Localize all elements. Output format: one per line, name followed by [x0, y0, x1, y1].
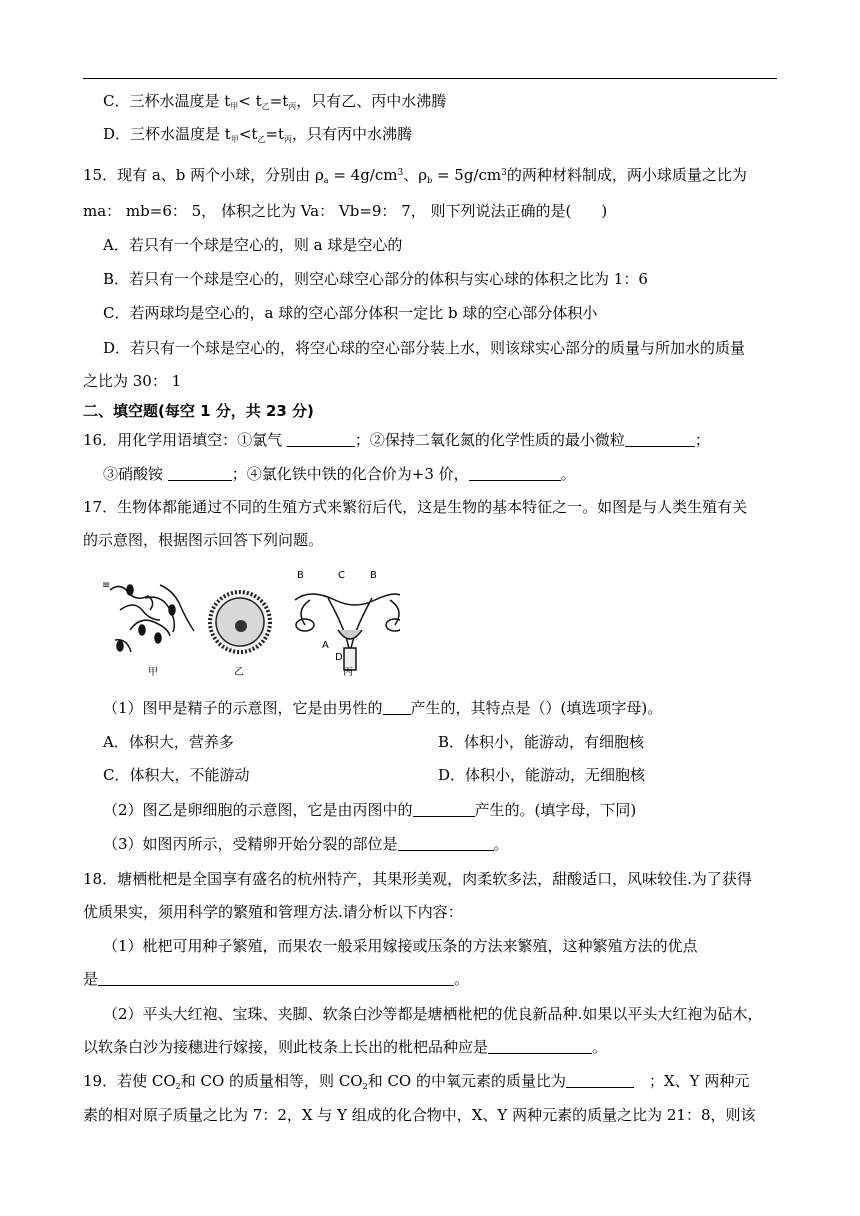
q17-option-d: D．体积小，能游动，无细胞核 — [438, 766, 646, 784]
reproduction-figure — [100, 570, 400, 680]
answer-blank[interactable] — [566, 1073, 634, 1088]
svg-text:A: A — [322, 640, 329, 651]
q15-stem-line2: ma： mb=6： 5， 体积之比为 Va： Vb=9： 7， 则下列说法正确的是( ) — [83, 202, 608, 220]
q18-part2-line1: （2）平头大红袍、宝珠、夹脚、软条白沙等都是塘栖枇杷的优良新品种.如果以平头大红袍为砧木， — [103, 1005, 763, 1023]
q14-option-d: D．三杯水温度是 $t_甲<t_乙=t_丙$，只有丙中水沸腾 — [103, 125, 413, 144]
q18-stem-line1: 18．塘栖枇杷是全国享有盛名的杭州特产，其果形美观，肉柔软多法，甜酸适口，风味较佳.为了获得 — [83, 870, 752, 888]
answer-blank[interactable] — [383, 700, 411, 715]
q15-stem-line1: 15．现有 a、b 两个小球，分别由 $\rho_a = 4g/cm^3$、$\rho_b = 5g/cm^3$的两种材料制成，两小球质量之比为 — [83, 166, 747, 185]
q19-line2: 素的相对原子质量之比为 7：2，X 与 Y 组成的化合物中，X、Y 两种元素的质量之比为 21：8，则该 — [83, 1106, 756, 1124]
q17-option-a: A．体积大，营养多 — [103, 733, 234, 751]
q17-part2: （2）图乙是卵细胞的示意图，它是由丙图中的 产生的。(填字母，下同) — [103, 801, 637, 819]
svg-text:甲: 甲 — [148, 667, 158, 678]
answer-blank[interactable] — [469, 466, 561, 481]
q17-stem-line1: 17．生物体都能通过不同的生殖方式来繁衍后代，这是生物的基本特征之一。如图是与人类生殖有关 — [83, 498, 748, 516]
q17-part1: （1）图甲是精子的示意图，它是由男性的 产生的，其特点是（）(填选项字母)。 — [103, 699, 663, 717]
female-reproductive-icon — [295, 594, 400, 670]
answer-blank[interactable] — [413, 802, 475, 817]
q18-part1-line2: 是 。 — [83, 970, 470, 988]
q18-stem-line2: 优质果实，须用科学的繁殖和管理方法.请分析以下内容： — [83, 903, 463, 921]
answer-blank[interactable] — [98, 971, 454, 986]
q19-line1: 19．若使 $CO_2$和 CO 的质量相等，则 $CO_2$和 CO 的中氧元素的质量比为 ；X、Y 两种元 — [83, 1072, 750, 1091]
svg-text:≡: ≡ — [102, 580, 111, 591]
q15-option-c: C．若两球均是空心的，a 球的空心部分体积一定比 b 球的空心部分体积小 — [103, 304, 598, 322]
q18-part2-line2: 以软条白沙为接穗进行嫁接，则此枝条上长出的枇杷品种应是 。 — [83, 1038, 608, 1056]
svg-text:B: B — [297, 570, 304, 581]
q16-line2: ③硝酸铵 ；④氯化铁中铁的化合价为+3 价， 。 — [103, 465, 576, 483]
q18-part1-line1: （1）枇杷可用种子繁殖，而果农一般采用嫁接或压条的方法来繁殖，这种繁殖方法的优点 — [103, 937, 698, 955]
q15-option-a: A．若只有一个球是空心的，则 a 球是空心的 — [103, 236, 403, 254]
q15-option-b: B．若只有一个球是空心的，则空心球空心部分的体积与实心球的体积之比为 1：6 — [103, 270, 648, 288]
answer-blank[interactable] — [625, 432, 695, 447]
q15-option-d-line2: 之比为 30： 1 — [83, 372, 182, 390]
svg-text:乙: 乙 — [234, 667, 244, 678]
q15-option-d-line1: D．若只有一个球是空心的，将空心球的空心部分装上水，则该球实心部分的质量与所加水的质量 — [103, 339, 746, 357]
answer-blank[interactable] — [287, 432, 355, 447]
egg-cell-icon — [210, 592, 270, 652]
section-heading: 二、填空题(每空 1 分，共 23 分) — [83, 402, 314, 420]
reproduction-diagram — [100, 570, 400, 680]
q17-option-c: C．体积大，不能游动 — [103, 766, 250, 784]
header-rule — [83, 78, 777, 79]
answer-blank[interactable] — [398, 836, 494, 851]
q17-option-b: B．体积小，能游动，有细胞核 — [438, 733, 645, 751]
svg-text:丙: 丙 — [343, 667, 353, 678]
q17-stem-line2: 的示意图，根据图示回答下列问题。 — [83, 531, 324, 549]
svg-text:B: B — [370, 570, 377, 581]
svg-text:C: C — [338, 570, 345, 581]
answer-blank[interactable] — [488, 1039, 592, 1054]
q16-line1: 16．用化学用语填空：①氯气 ；②保持二氧化氮的化学性质的最小微粒 ； — [83, 431, 710, 449]
q17-part3: （3）如图丙所示，受精卵开始分裂的部位是 。 — [103, 835, 509, 853]
svg-text:D: D — [335, 652, 343, 663]
answer-blank[interactable] — [168, 466, 232, 481]
sperm-cells-icon — [110, 585, 194, 652]
q14-option-c: C．三杯水温度是 $t_甲< t_乙=t_丙$，只有乙、丙中水沸腾 — [103, 92, 447, 111]
